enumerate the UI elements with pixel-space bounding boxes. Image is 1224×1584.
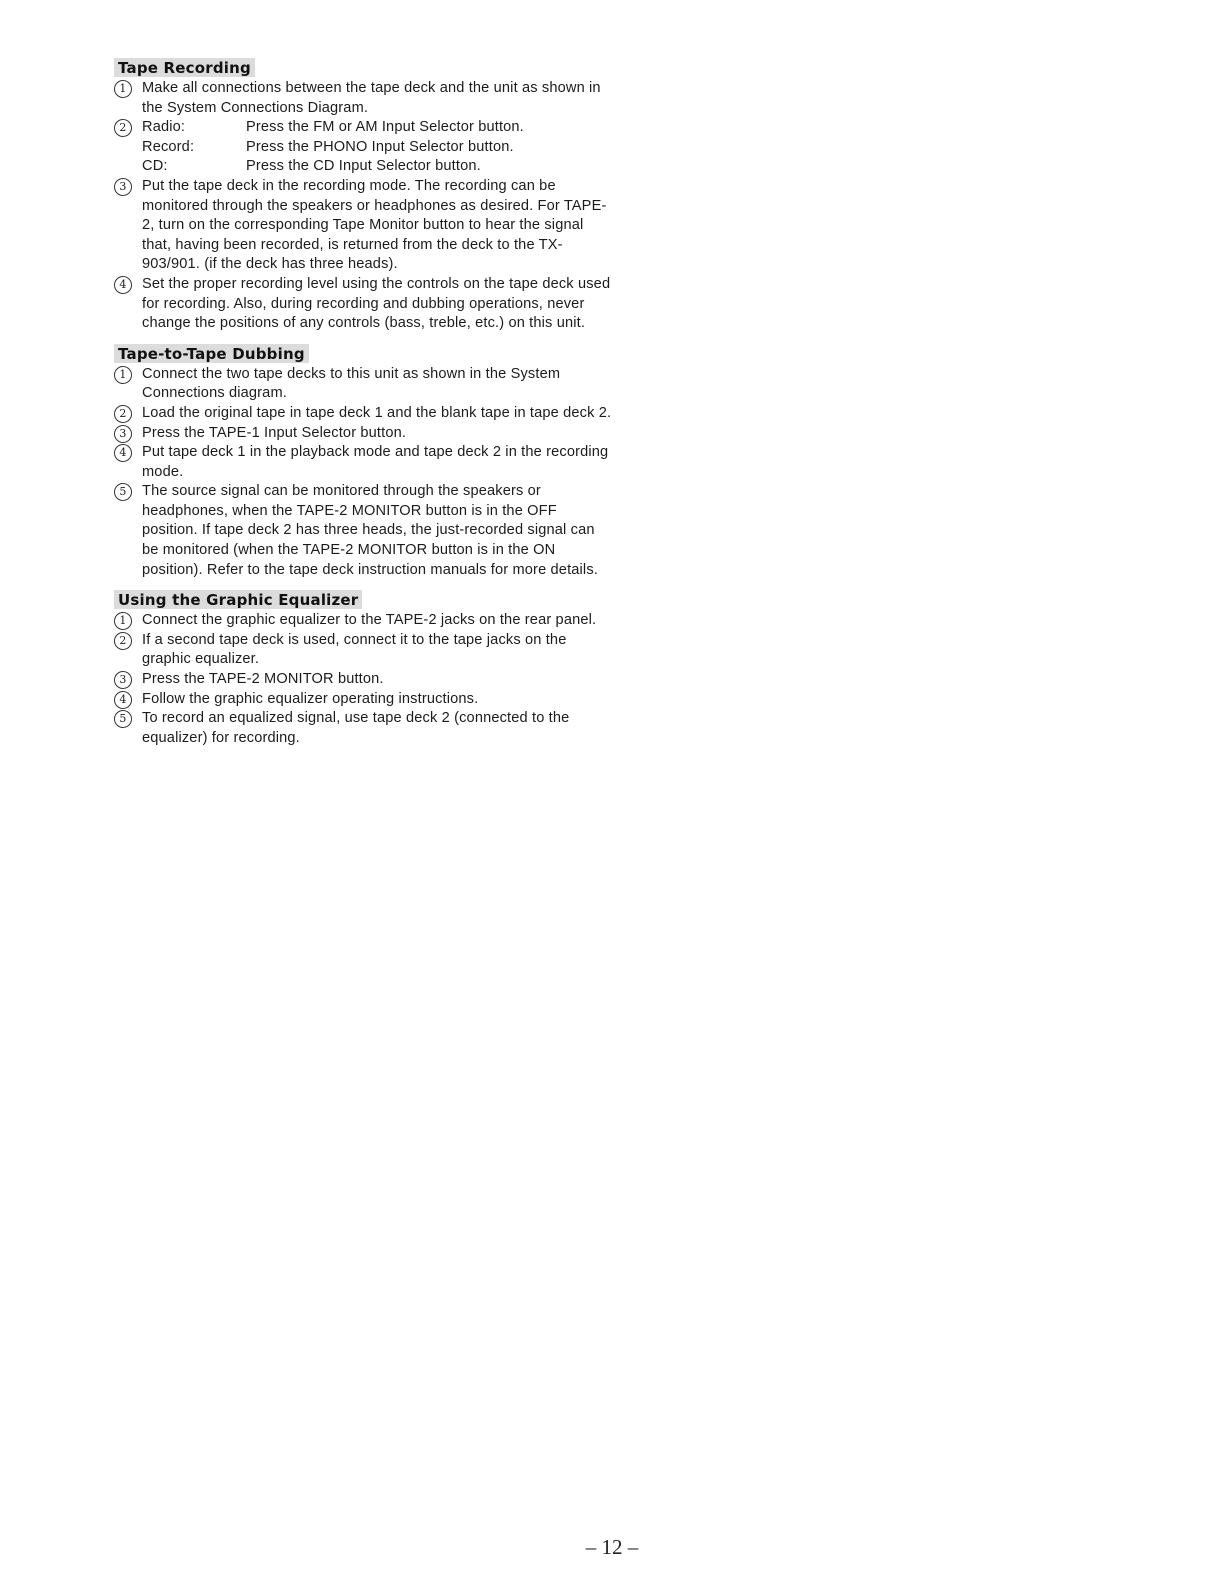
list-item — [112, 670, 612, 690]
list-item — [112, 690, 612, 710]
step-number: 3 — [114, 178, 132, 196]
step-number: 1 — [114, 612, 132, 630]
step-text: Set the proper recording level using the controls on the tape deck used for recording. Also, during recording and dubbing operations, never change the positions of any controls (bass, treble, etc.) on this unit. — [142, 275, 611, 332]
source-row — [142, 157, 612, 177]
step-number: 5 — [114, 483, 132, 501]
step-number: 2 — [114, 405, 132, 423]
source-text: Press the CD Input Selector button. — [246, 158, 481, 175]
list-item — [112, 443, 612, 482]
list-item — [112, 709, 612, 748]
step-number: 1 — [114, 366, 132, 384]
list-item — [112, 611, 612, 631]
source-label: Radio: — [142, 119, 186, 136]
page-number: – 12 – — [585, 1535, 639, 1559]
step-number: 1 — [114, 80, 132, 98]
step-number: 2 — [114, 632, 132, 650]
step-text: Connect the two tape decks to this unit as shown in the System Connections diagram. — [142, 365, 561, 402]
step-text: Press the TAPE-2 MONITOR button. — [142, 671, 384, 688]
step-number: 4 — [114, 276, 132, 294]
step-text: Make all connections between the tape deck and the unit as shown in the System Connections Diagram. — [142, 80, 601, 116]
section-heading: Using the Graphic Equalizer — [114, 590, 362, 609]
source-text: Press the FM or AM Input Selector button. — [246, 119, 524, 136]
source-text: Press the PHONO Input Selector button. — [246, 138, 514, 155]
manual-page — [112, 58, 612, 758]
source-label: Record: — [142, 138, 195, 155]
list-item — [112, 365, 612, 404]
step-text: Press the TAPE-1 Input Selector button. — [142, 424, 407, 441]
step-text: Load the original tape in tape deck 1 and the blank tape in tape deck 2. — [142, 404, 612, 421]
list-item — [112, 275, 612, 334]
step-number: 3 — [114, 671, 132, 689]
step-text: Follow the graphic equalizer operating instructions. — [142, 690, 479, 707]
step-number: 3 — [114, 425, 132, 443]
list-item — [112, 79, 612, 118]
section-tape-dubbing — [112, 344, 612, 581]
step-text: Put tape deck 1 in the playback mode and tape deck 2 in the recording mode. — [142, 444, 609, 480]
step-number: 4 — [114, 691, 132, 709]
list-item — [112, 631, 612, 670]
section-graphic-equalizer — [112, 590, 612, 748]
step-text: Connect the graphic equalizer to the TAPE-2 jacks on the rear panel. — [142, 612, 597, 629]
section-heading: Tape Recording — [114, 58, 255, 77]
list-item — [112, 177, 612, 275]
source-label: CD: — [142, 158, 168, 175]
section-tape-recording — [112, 58, 612, 334]
step-text: The source signal can be monitored through the speakers or headphones, when the TAPE-2 MONITOR button is in the OFF position. If tape deck 2 has three heads, the just-recorded signal can be monitored (when the TAPE-2 MONITOR button is in the ON position). Refer to the tape deck instruction manuals for more details. — [142, 483, 598, 578]
step-number: 4 — [114, 444, 132, 462]
list-item — [112, 118, 612, 177]
step-text: To record an equalized signal, use tape deck 2 (connected to the equalizer) for recording. — [142, 710, 570, 746]
list-item — [112, 482, 612, 580]
step-text: Put the tape deck in the recording mode. The recording can be monitored through the speakers or headphones as desired. For TAPE-2, turn on the corresponding Tape Monitor button to hear the signal that, having been recorded, is returned from the deck to the TX-903/901. (if the deck has three heads). — [142, 177, 607, 273]
step-text: If a second tape deck is used, connect it to the tape jacks on the graphic equalizer. — [142, 631, 567, 668]
list-item — [112, 424, 612, 444]
list-item — [112, 404, 612, 424]
step-number: 5 — [114, 710, 132, 728]
section-heading: Tape-to-Tape Dubbing — [114, 344, 309, 363]
source-row — [142, 138, 612, 158]
step-number: 2 — [114, 119, 132, 137]
source-row — [142, 118, 612, 138]
